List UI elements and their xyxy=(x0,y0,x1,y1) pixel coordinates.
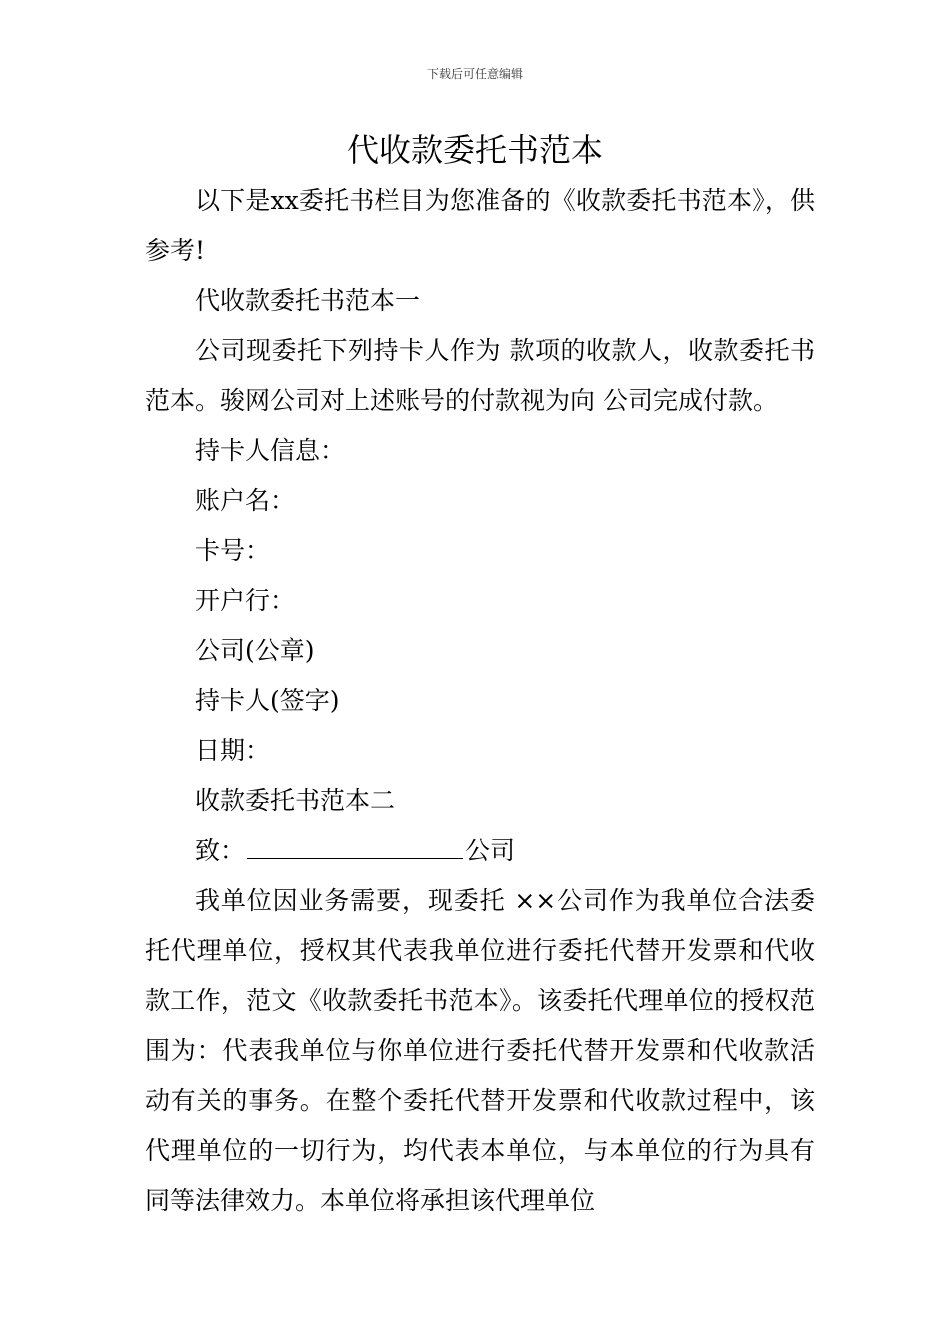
recipient-prefix: 致： xyxy=(195,836,246,865)
document-body xyxy=(145,176,815,1226)
recipient-suffix: 公司 xyxy=(465,836,516,865)
intro-paragraph: 以下是xx委托书栏目为您准备的《收款委托书范本》，供参考! xyxy=(145,186,815,265)
recipient-line xyxy=(145,826,815,876)
company-seal-label: 公司(公章) xyxy=(195,636,315,665)
card-number-label: 卡号： xyxy=(195,536,271,565)
account-name-label: 账户名： xyxy=(195,486,296,515)
section2-title: 收款委托书范本二 xyxy=(195,786,396,815)
section1-title: 代收款委托书范本一 xyxy=(195,286,421,315)
date-label: 日期： xyxy=(195,736,271,765)
holder-sign-label: 持卡人(签字) xyxy=(195,686,340,715)
section1-body: 公司现委托下列持卡人作为 款项的收款人，收款委托书范本。骏网公司对上述账号的付款视为向 公司完成付款。 xyxy=(145,336,815,415)
header-note: 下载后可任意编辑 xyxy=(426,67,523,81)
document-title: 代收款委托书范本 xyxy=(346,131,603,169)
recipient-blank xyxy=(247,838,463,859)
holder-info-label: 持卡人信息： xyxy=(195,436,346,465)
bank-label: 开户行： xyxy=(195,586,296,615)
section2-body: 我单位因业务需要，现委托 ××公司作为我单位合法委托代理单位，授权其代表我单位进行委托代替开发票和代收款工作，范文《收款委托书范本》。该委托代理单位的授权范围为：代表我单位与你单位进行委托代替开发票和代收款活动有关的事务。在整个委托代替开发票和代收款过程中，该代理单位的一切行为，均代表本单位，与本单位的行为具有同等法律效力。本单位将承担该代理单位 xyxy=(145,886,815,1215)
